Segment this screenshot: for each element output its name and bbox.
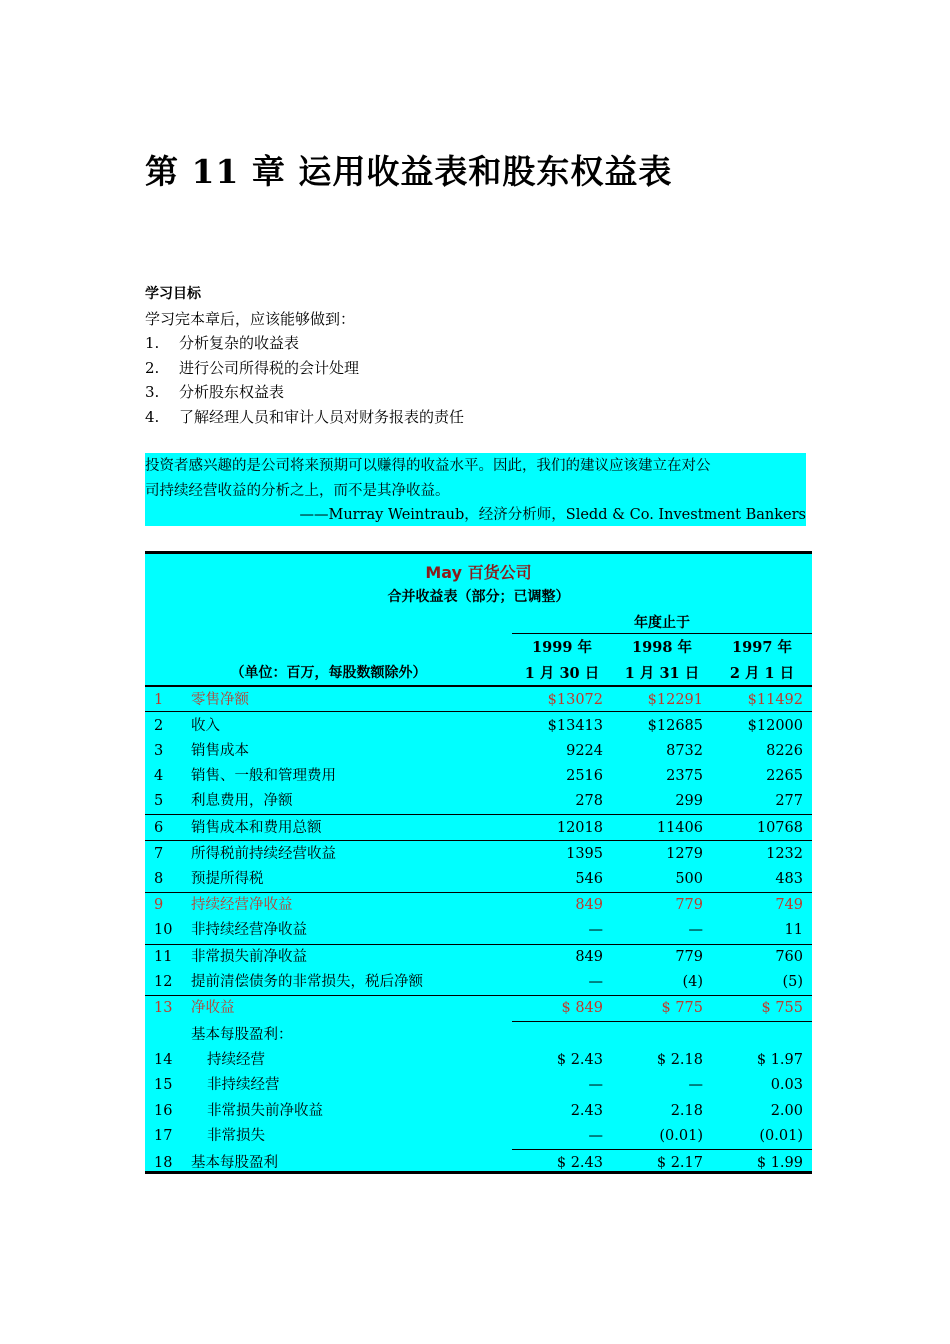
row-label: 利息费用，净额 — [191, 793, 293, 809]
row-value: 779 — [675, 949, 703, 965]
row-number: 8 — [154, 871, 164, 887]
row-value: 2265 — [766, 768, 803, 784]
column-date: 1 月 31 日 — [624, 665, 700, 682]
company-name: May 百货公司 — [425, 563, 532, 582]
row-value: $ 2.17 — [656, 1155, 703, 1171]
row-value: (0.01) — [759, 1128, 803, 1144]
objective-text: 分析复杂的收益表 — [179, 334, 300, 352]
table-row — [145, 688, 812, 713]
row-value: $ 1.97 — [756, 1052, 803, 1068]
row-label: 持续经营净收益 — [191, 897, 293, 913]
row-value: 1279 — [666, 846, 703, 862]
row-value: $12000 — [747, 718, 803, 734]
row-value: 12018 — [556, 820, 603, 836]
row-number: 1 — [154, 692, 164, 708]
table-row — [145, 1048, 812, 1073]
quote-attribution: ——Murray Weintraub，经济分析师，Sledd & Co. Investment Bankers — [299, 507, 806, 523]
row-value: — — [588, 922, 603, 938]
divider — [512, 633, 812, 634]
row-number: 15 — [154, 1077, 173, 1093]
objective-text: 分析股东权益表 — [179, 383, 285, 401]
row-label: 基本每股盈利： — [191, 1027, 293, 1043]
row-value: 0.03 — [770, 1077, 803, 1093]
row-label: 非持续经营净收益 — [191, 922, 307, 938]
row-value: 9224 — [566, 743, 603, 759]
unit-label: （单位：百万，每股数额除外） — [230, 665, 427, 681]
objective-item — [145, 331, 464, 356]
row-value: $ 1.99 — [756, 1155, 803, 1171]
row-value: 11 — [784, 922, 803, 938]
row-label: 预提所得税 — [191, 871, 264, 887]
row-label: 收入 — [191, 718, 220, 734]
objective-number: 4. — [145, 407, 160, 426]
row-value: $13072 — [547, 692, 603, 708]
row-value: 1395 — [566, 846, 603, 862]
table-row — [145, 842, 812, 867]
table-row — [145, 1099, 812, 1124]
row-number: 2 — [154, 718, 164, 734]
row-number: 14 — [154, 1052, 173, 1068]
row-value: 11406 — [656, 820, 703, 836]
quote-line: 投资者感兴趣的是公司将来预期可以赚得的收益水平。因此，我们的建议应该建立在对公 — [145, 458, 711, 474]
row-value: (5) — [782, 974, 803, 990]
table-row — [145, 714, 812, 739]
table-row — [145, 893, 812, 918]
row-number: 7 — [154, 846, 164, 862]
row-number: 5 — [154, 793, 164, 809]
row-value: 849 — [575, 897, 603, 913]
row-value: 500 — [675, 871, 703, 887]
row-label: 零售净额 — [191, 692, 249, 708]
column-header — [712, 635, 812, 687]
row-label: 非常损失前净收益 — [191, 949, 307, 965]
row-number: 18 — [154, 1155, 173, 1171]
row-value: 2.18 — [670, 1103, 703, 1119]
row-number: 12 — [154, 974, 173, 990]
row-value: — — [588, 1128, 603, 1144]
column-date: 2 月 1 日 — [729, 665, 795, 682]
row-number: 9 — [154, 897, 164, 913]
row-value: 8732 — [666, 743, 703, 759]
objectives-heading: 学习目标 — [145, 286, 201, 302]
quote-line: 司持续经营收益的分析之上，而不是其净收益。 — [145, 482, 450, 499]
row-label: 持续经营 — [207, 1052, 265, 1068]
row-number: 3 — [154, 743, 164, 759]
row-value: — — [588, 974, 603, 990]
row-value: $13413 — [547, 718, 603, 734]
row-value: $ 755 — [761, 1000, 803, 1016]
table-row — [145, 945, 812, 970]
table-row — [145, 816, 812, 841]
row-number: 10 — [154, 922, 173, 938]
row-value: $12685 — [647, 718, 703, 734]
table-row — [145, 970, 812, 995]
quote-box — [145, 453, 806, 526]
table-row — [145, 1124, 812, 1149]
row-value: 10768 — [756, 820, 803, 836]
row-label: 非常损失前净收益 — [207, 1103, 323, 1119]
row-value: 2.43 — [570, 1103, 603, 1119]
income-statement — [145, 551, 812, 1174]
row-label: 销售成本 — [191, 743, 249, 759]
row-label: 销售成本和费用总额 — [191, 820, 322, 836]
objective-number: 3. — [145, 383, 160, 401]
column-date: 1 月 30 日 — [524, 665, 600, 682]
column-year: 1999 年 — [532, 639, 592, 656]
objective-number: 2. — [145, 358, 160, 377]
row-value: 8226 — [766, 743, 803, 759]
learning-objectives — [145, 282, 464, 429]
row-value: $12291 — [647, 692, 703, 708]
row-value: $11492 — [747, 692, 803, 708]
row-value: (4) — [682, 974, 703, 990]
row-label: 提前清偿债务的非常损失，税后净额 — [191, 974, 423, 990]
row-number: 17 — [154, 1128, 173, 1144]
row-value: 299 — [675, 793, 703, 809]
column-header — [612, 635, 712, 687]
row-value: 483 — [775, 871, 803, 887]
objectives-intro: 学习完本章后，应该能够做到： — [145, 309, 356, 328]
divider — [145, 685, 812, 687]
row-value: — — [588, 1077, 603, 1093]
row-value: $ 775 — [661, 1000, 703, 1016]
table-row — [145, 1151, 812, 1176]
table-row — [145, 739, 812, 764]
chapter-title: 第 11 章 运用收益表和股东权益表 — [145, 152, 673, 191]
row-value: — — [688, 1077, 703, 1093]
year-end-label: 年度止于 — [634, 615, 690, 631]
row-label: 所得税前持续经营收益 — [191, 846, 336, 862]
divider — [512, 1021, 812, 1022]
objective-item — [145, 380, 464, 405]
row-value: $ 849 — [561, 1000, 603, 1016]
row-number: 6 — [154, 820, 164, 836]
row-value: 2.00 — [770, 1103, 803, 1119]
divider — [145, 814, 812, 815]
row-value: 779 — [675, 897, 703, 913]
row-number: 16 — [154, 1103, 173, 1119]
row-label: 非常损失 — [207, 1128, 265, 1144]
row-value: — — [688, 922, 703, 938]
row-value: $ 2.43 — [556, 1155, 603, 1171]
objective-text: 进行公司所得税的会计处理 — [179, 358, 360, 377]
row-label: 非持续经营 — [207, 1077, 280, 1093]
row-number: 4 — [154, 768, 164, 784]
column-year: 1997 年 — [732, 639, 792, 656]
row-label: 销售、一般和管理费用 — [191, 768, 336, 784]
objective-item — [145, 405, 464, 430]
row-value: 278 — [575, 793, 603, 809]
row-value: 2516 — [566, 768, 603, 784]
row-value: $ 2.43 — [556, 1052, 603, 1068]
row-value: 1232 — [766, 846, 803, 862]
column-header — [512, 635, 612, 687]
row-value: 760 — [775, 949, 803, 965]
table-row — [145, 996, 812, 1021]
row-label: 净收益 — [191, 1000, 235, 1016]
row-value: 277 — [775, 793, 803, 809]
table-row — [145, 918, 812, 943]
table-row — [145, 764, 812, 789]
row-value: 2375 — [666, 768, 703, 784]
row-value: 849 — [575, 949, 603, 965]
row-label: 基本每股盈利 — [191, 1155, 278, 1171]
row-value: 546 — [575, 871, 603, 887]
row-number: 11 — [154, 949, 173, 965]
objective-text: 了解经理人员和审计人员对财务报表的责任 — [179, 407, 465, 426]
objective-item — [145, 356, 464, 381]
column-year: 1998 年 — [632, 639, 692, 656]
objective-number: 1. — [145, 334, 160, 352]
table-row — [145, 1023, 812, 1048]
statement-subtitle: 合并收益表（部分；已调整） — [387, 589, 570, 605]
table-row — [145, 789, 812, 814]
row-value: 749 — [775, 897, 803, 913]
row-number: 13 — [154, 1000, 173, 1016]
divider — [512, 1149, 812, 1150]
row-value: (0.01) — [659, 1128, 703, 1144]
row-value: $ 2.18 — [656, 1052, 703, 1068]
table-row — [145, 867, 812, 892]
table-row — [145, 1073, 812, 1098]
